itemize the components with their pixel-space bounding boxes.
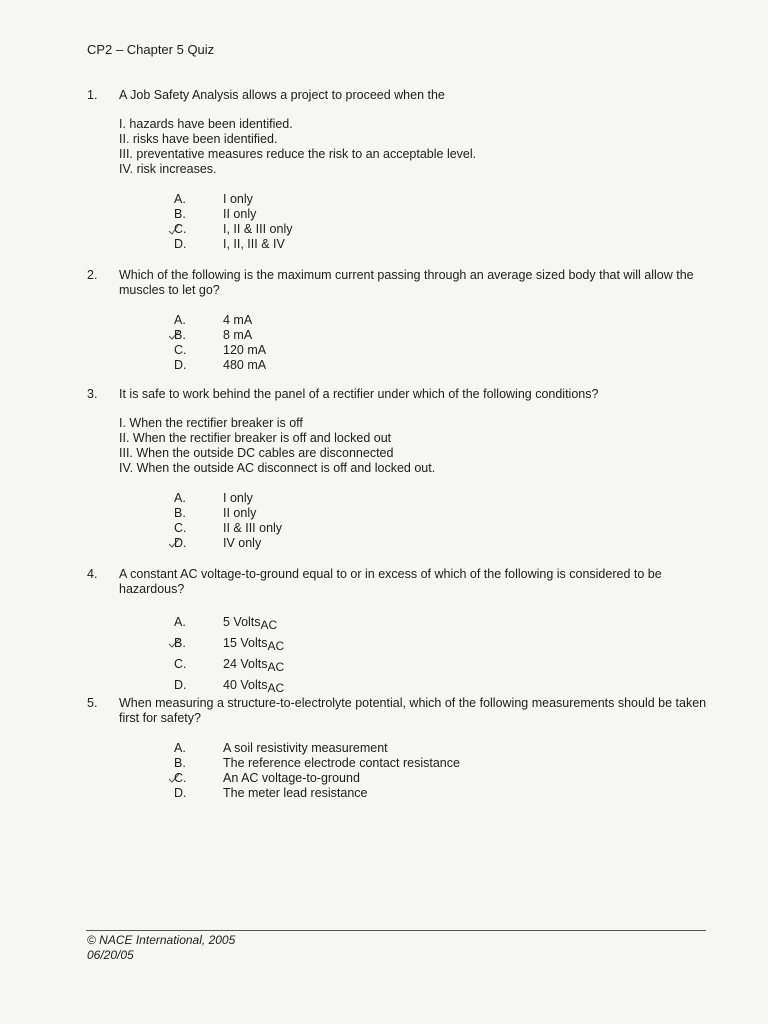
choice-b[interactable] [174, 506, 707, 521]
question-number: 1. [87, 88, 98, 102]
unit-subscript: AC [267, 681, 285, 695]
statement-list [119, 117, 707, 177]
choice-letter: C. [174, 771, 187, 785]
footer-divider [86, 930, 706, 931]
choice-letter: C. [174, 657, 187, 671]
choice-letter: A. [174, 313, 186, 327]
choice-a[interactable] [174, 491, 707, 506]
choice-text: II only [223, 506, 257, 520]
question-text: When measuring a structure-to-electrolyte potential, which of the following measurements should be taken first for safety? [119, 696, 707, 725]
choice-letter: B. [174, 506, 186, 520]
question-number: 5. [87, 696, 98, 710]
choice-text: A soil resistivity measurement [223, 741, 388, 755]
question-number: 2. [87, 268, 98, 282]
choice-c[interactable] [174, 343, 707, 358]
choice-text: An AC voltage-to-ground [223, 771, 360, 785]
question-number: 4. [87, 567, 98, 581]
choice-c[interactable] [174, 222, 707, 237]
choice-b[interactable] [174, 756, 707, 771]
choice-letter: D. [174, 237, 187, 251]
choice-letter: B. [174, 328, 186, 342]
choice-letter: C. [174, 521, 187, 535]
choice-list [174, 192, 707, 252]
question-2 [87, 268, 707, 373]
choice-letter: A. [174, 491, 186, 505]
question-3 [87, 387, 707, 551]
statement: II. When the rectifier breaker is off and locked out [119, 431, 392, 445]
question-1 [87, 88, 707, 252]
choice-letter: A. [174, 192, 186, 206]
statement: II. risks have been identified. [119, 132, 278, 146]
question-text: A constant AC voltage-to-ground equal to or in excess of which of the following is considered to be hazardous? [119, 567, 662, 596]
choice-list [174, 613, 707, 697]
choice-text: 4 mA [223, 313, 253, 327]
choice-text: The reference electrode contact resistance [223, 756, 460, 770]
question-5 [87, 696, 707, 801]
choice-d[interactable] [174, 237, 707, 252]
choice-text: 40 Volts$_{AC}$ [223, 678, 285, 695]
choice-text: II & III only [223, 521, 283, 535]
choice-list [174, 313, 707, 373]
choice-letter: D. [174, 358, 187, 372]
page-title: CP2 – Chapter 5 Quiz [87, 42, 215, 57]
choice-list [174, 491, 707, 551]
choice-text: I, II & III only [223, 222, 293, 236]
choice-c[interactable] [174, 655, 707, 676]
statement-list [119, 416, 707, 476]
choice-c[interactable] [174, 771, 707, 786]
choice-a[interactable] [174, 192, 707, 207]
choice-d[interactable] [174, 676, 707, 697]
unit-subscript: AC [267, 639, 285, 653]
question-text: A Job Safety Analysis allows a project to proceed when the [119, 88, 445, 102]
question-text: Which of the following is the maximum current passing through an average sized body that will allow the muscles to let go? [119, 268, 694, 297]
choice-b[interactable] [174, 328, 707, 343]
question-text: It is safe to work behind the panel of a rectifier under which of the following conditions? [119, 387, 599, 401]
choice-text: I only [223, 491, 253, 505]
question-4 [87, 567, 707, 697]
choice-d[interactable] [174, 786, 707, 801]
choice-letter: B. [174, 207, 186, 221]
choice-letter: D. [174, 678, 187, 692]
choice-text: 24 Volts$_{AC}$ [223, 657, 285, 674]
statement: III. When the outside DC cables are disconnected [119, 446, 394, 460]
choice-text: The meter lead resistance [223, 786, 368, 800]
choice-a[interactable] [174, 313, 707, 328]
question-number: 3. [87, 387, 98, 401]
copyright-text: © NACE International, 2005 [87, 933, 236, 947]
choice-text: 480 mA [223, 358, 267, 372]
choice-b[interactable] [174, 207, 707, 222]
choice-d[interactable] [174, 358, 707, 373]
choice-letter: D. [174, 786, 187, 800]
choice-letter: C. [174, 222, 187, 236]
statement: IV. When the outside AC disconnect is off and locked out. [119, 461, 436, 475]
choice-text: II only [223, 207, 257, 221]
footer-date: 06/20/05 [87, 948, 134, 962]
choice-c[interactable] [174, 521, 707, 536]
choice-d[interactable] [174, 536, 707, 551]
unit-subscript: AC [260, 618, 278, 632]
choice-text: IV only [223, 536, 262, 550]
statement: I. When the rectifier breaker is off [119, 416, 303, 430]
unit-subscript: AC [267, 660, 285, 674]
choice-a[interactable] [174, 741, 707, 756]
choice-list [174, 741, 707, 801]
choice-text: I, II, III & IV [223, 237, 285, 251]
choice-letter: B. [174, 756, 186, 770]
choice-text: 15 Volts$_{AC}$ [223, 636, 285, 653]
choice-letter: C. [174, 343, 187, 357]
choice-text: 8 mA [223, 328, 253, 342]
statement: IV. risk increases. [119, 162, 217, 176]
statement: I. hazards have been identified. [119, 117, 293, 131]
choice-b[interactable] [174, 634, 707, 655]
choice-letter: A. [174, 741, 186, 755]
choice-text: 5 Volts$_{AC}$ [223, 615, 278, 632]
choice-text: 120 mA [223, 343, 267, 357]
choice-letter: A. [174, 615, 186, 629]
choice-text: I only [223, 192, 253, 206]
choice-a[interactable] [174, 613, 707, 634]
statement: III. preventative measures reduce the risk to an acceptable level. [119, 147, 477, 161]
footer [87, 933, 235, 963]
choice-letter: D. [174, 536, 187, 550]
choice-letter: B. [174, 636, 186, 650]
